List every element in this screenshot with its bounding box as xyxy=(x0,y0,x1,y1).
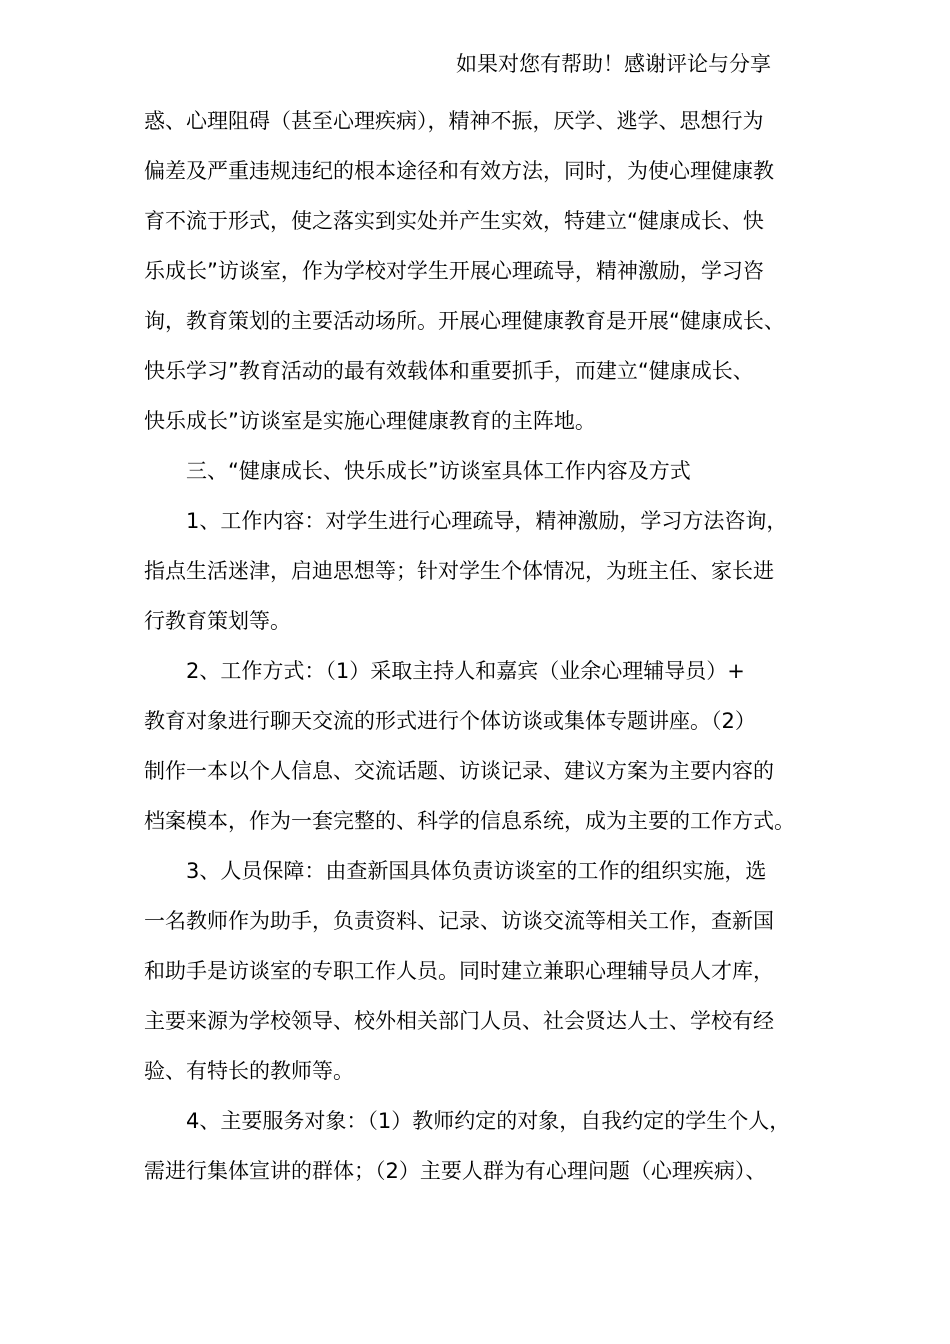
text-line: 询，教育策划的主要活动场所。开展心理健康教育是开展“健康成长、 xyxy=(144,309,785,333)
text-line: 和助手是访谈室的专职工作人员。同时建立兼职心理辅导员人才库， xyxy=(144,959,774,983)
text-line: 惑、心理阻碍（甚至心理疾病），精神不振，厌学、逃学、思想行为 xyxy=(144,109,764,133)
text-line: 行教育策划等。 xyxy=(144,609,291,633)
text-line: 指点生活迷津，启迪思想等；针对学生个体情况，为班主任、家长进 xyxy=(144,559,774,583)
text-line: 3、人员保障：由查新国具体负责访谈室的工作的组织实施，选 xyxy=(144,859,767,883)
text-line: 档案模本，作为一套完整的、科学的信息系统，成为主要的工作方式。 xyxy=(144,809,795,833)
section-heading: 三、“健康成长、快乐成长”访谈室具体工作内容及方式 xyxy=(144,459,691,483)
text-line: 乐成长”访谈室，作为学校对学生开展心理疏导，精神激励，学习咨 xyxy=(144,259,764,283)
text-line: 快乐学习”教育活动的最有效载体和重要抓手，而建立“健康成长、 xyxy=(144,359,754,383)
text-line: 快乐成长”访谈室是实施心理健康教育的主阵地。 xyxy=(144,409,596,433)
text-line: 主要来源为学校领导、校外相关部门人员、社会贤达人士、学校有经 xyxy=(144,1009,774,1033)
text-line: 1、工作内容：对学生进行心理疏导，精神激励，学习方法咨询， xyxy=(144,509,788,533)
text-line: 制作一本以个人信息、交流话题、访谈记录、建议方案为主要内容的 xyxy=(144,759,774,783)
header-note: 如果对您有帮助！感谢评论与分享 xyxy=(456,52,771,76)
text-line: 4、主要服务对象：（1）教师约定的对象，自我约定的学生个人， xyxy=(144,1109,791,1133)
text-line: 需进行集体宣讲的群体；（2）主要人群为有心理问题（心理疾病）、 xyxy=(144,1159,767,1183)
text-line: 一名教师作为助手，负责资料、记录、访谈交流等相关工作，查新国 xyxy=(144,909,774,933)
text-line: 2、工作方式：（1）采取主持人和嘉宾（业余心理辅导员）+ xyxy=(144,659,745,683)
text-line: 育不流于形式，使之落实到实处并产生实效，特建立“健康成长、快 xyxy=(144,209,764,233)
document-body xyxy=(144,96,824,1196)
text-line: 偏差及严重违规违纪的根本途径和有效方法，同时，为使心理健康教 xyxy=(144,159,774,183)
text-line: 验、有特长的教师等。 xyxy=(144,1059,354,1083)
text-line: 教育对象进行聊天交流的形式进行个体访谈或集体专题讲座。（2） xyxy=(144,709,756,733)
